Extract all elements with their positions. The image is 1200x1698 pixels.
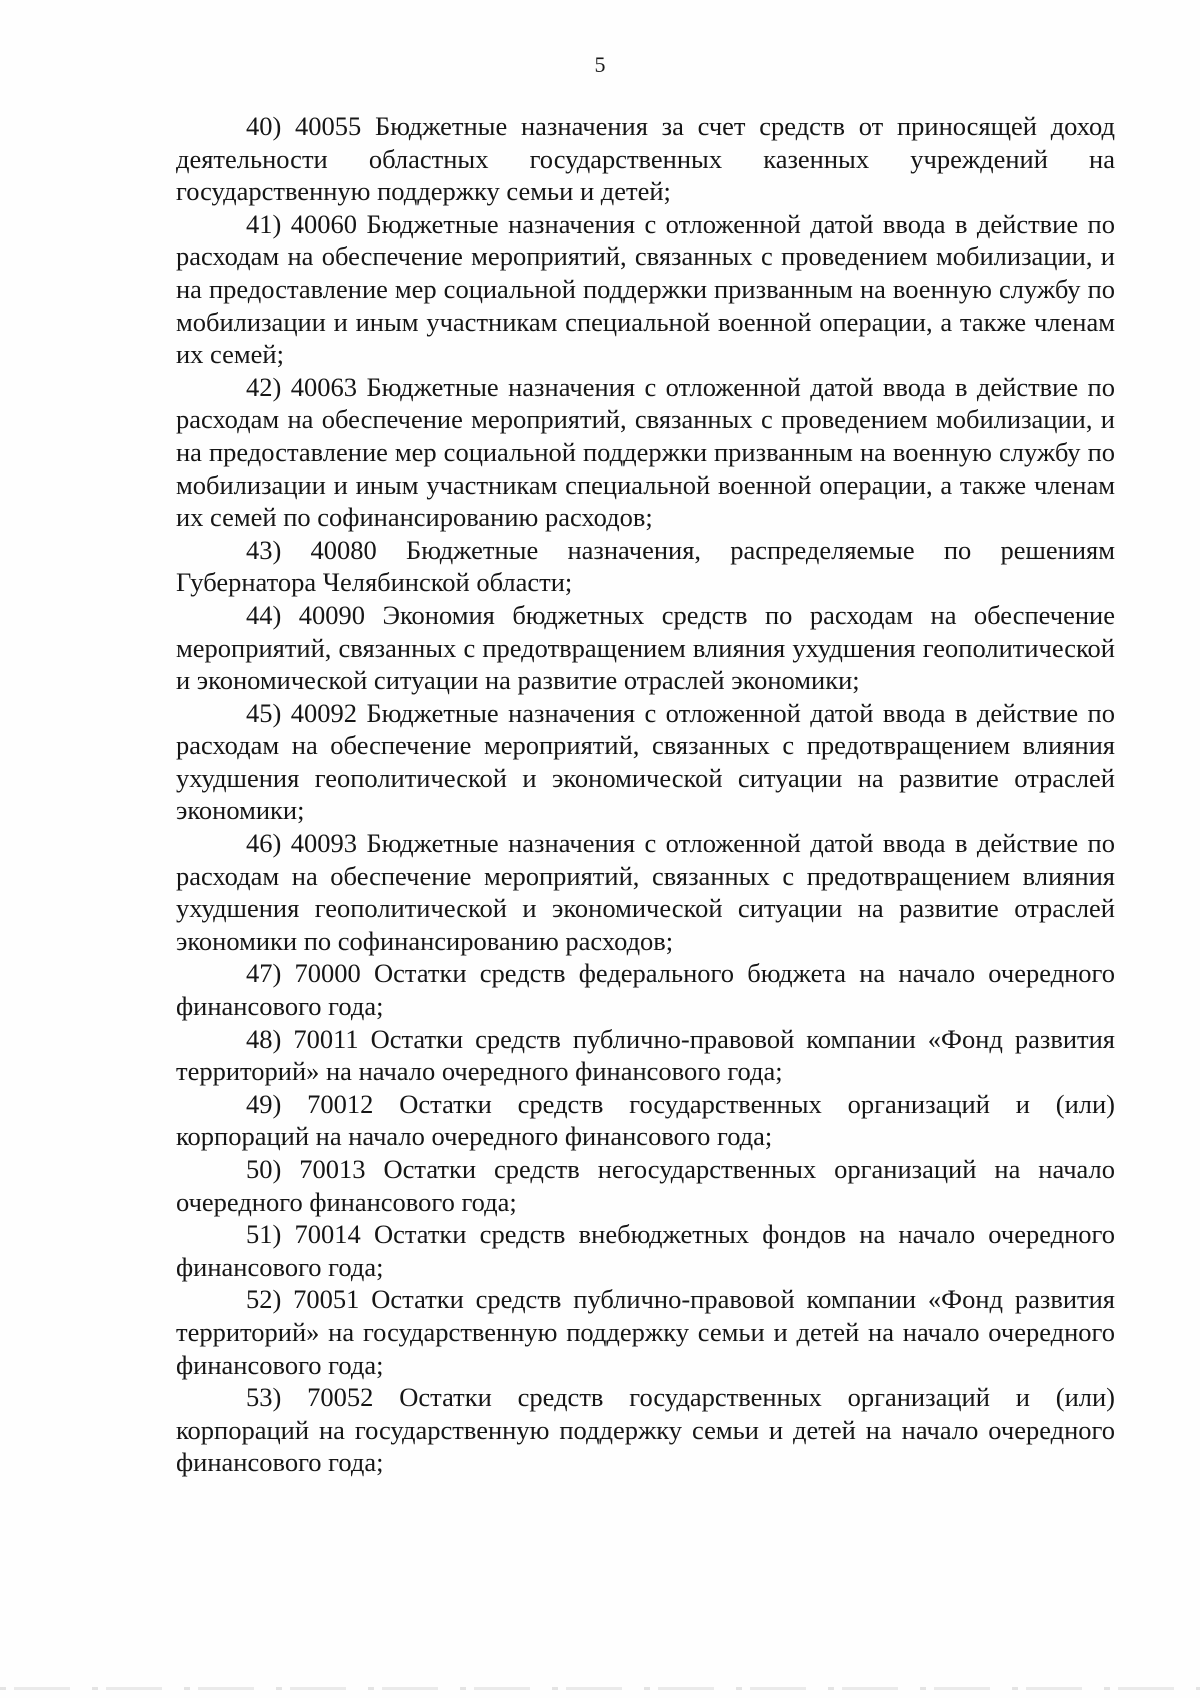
scan-edge-artifact bbox=[0, 1687, 1200, 1690]
list-item-46: 46) 40093 Бюджетные назначения с отложенной датой ввода в действие по расходам на обеспечение мероприятий, связанных с предотвращением влияния ухудшения геополитической и экономической ситуации на развитие отраслей экономики по софинансированию расходов; bbox=[176, 828, 1115, 956]
list-item-42: 42) 40063 Бюджетные назначения с отложенной датой ввода в действие по расходам на обеспечение мероприятий, связанных с проведением мобилизации, и на предоставление мер социальной поддержки призванным на военную службу по мобилизации и иным участникам специальной военной операции, а также членам их семей по софинансированию расходов; bbox=[176, 371, 1115, 533]
list-item-52: 52) 70051 Остатки средств публично-правовой компании «Фонд развития территорий» на государственную поддержку семьи и детей на начало очередного финансового года; bbox=[176, 1284, 1115, 1380]
list-item-40: 40) 40055 Бюджетные назначения за счет средств от приносящей доход деятельности областных государственных казенных учреждений на государственную поддержку семьи и детей; bbox=[176, 111, 1115, 207]
list-item-49: 49) 70012 Остатки средств государственных организаций и (или) корпораций на начало очередного финансового года; bbox=[176, 1088, 1115, 1152]
list-item-44: 44) 40090 Экономия бюджетных средств по расходам на обеспечение мероприятий, связанных с предотвращением влияния ухудшения геополитической и экономической ситуации на развитие отраслей экономики; bbox=[176, 599, 1115, 696]
list-item-48: 48) 70011 Остатки средств публично-правовой компании «Фонд развития территорий» на начало очередного финансового года; bbox=[176, 1023, 1115, 1087]
list-item-53: 53) 70052 Остатки средств государственных организаций и (или) корпораций на государственную поддержку семьи и детей на начало очередного финансового года; bbox=[176, 1382, 1115, 1478]
page-number: 5 bbox=[594, 52, 606, 77]
list-item-51: 51) 70014 Остатки средств внебюджетных фондов на начало очередного финансового года; bbox=[176, 1219, 1115, 1282]
list-item-47: 47) 70000 Остатки средств федерального бюджета на начало очередного финансового года; bbox=[176, 958, 1115, 1022]
list-item-50: 50) 70013 Остатки средств негосударственных организаций на начало очередного финансового года; bbox=[176, 1154, 1115, 1217]
list-item-43: 43) 40080 Бюджетные назначения, распределяемые по решениям Губернатора Челябинской области; bbox=[176, 534, 1115, 598]
document-body bbox=[176, 110, 1115, 1479]
list-item-41: 41) 40060 Бюджетные назначения с отложенной датой ввода в действие по расходам на обеспечение мероприятий, связанных с проведением мобилизации, и на предоставление мер социальной поддержки призванным на военную службу по мобилизации и иным участникам специальной военной операции, а также членам их семей; bbox=[176, 208, 1115, 370]
list-item-45: 45) 40092 Бюджетные назначения с отложенной датой ввода в действие по расходам на обеспечение мероприятий, связанных с предотвращением влияния ухудшения геополитической и экономической ситуации на развитие отраслей экономики; bbox=[176, 697, 1115, 826]
